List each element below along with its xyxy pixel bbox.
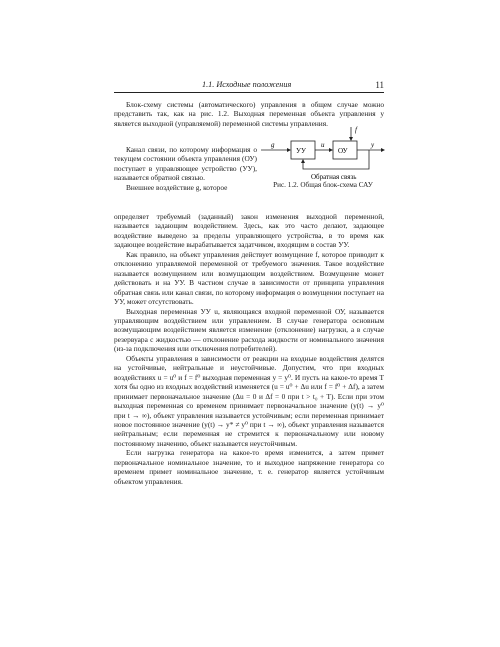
- paragraph-text: определяет требуемый (заданный) закон изменения выходной переменной, называется задающим воздействием. Здесь, как это часто делают, задающее воздействие выведено за пределы управляющего устройства, в то время как задающее воздействие вырабатывается задатчиком, входящим в состав УУ.: [114, 212, 384, 250]
- block-diagram: [259, 123, 387, 183]
- paragraph-text: Блок-схему системы (автоматического) управления в общем случае можно представить так, как на рис. 1.2. Выходная переменная объекта управления y является выходной (управляемой) переменной системы управления.: [114, 100, 384, 128]
- feedback-arrowhead: [301, 159, 305, 163]
- input-arrowhead: [287, 148, 291, 152]
- control-arrowhead: [329, 148, 333, 152]
- running-header: [114, 80, 384, 93]
- feedback-line: [303, 150, 369, 169]
- input-label: g: [271, 141, 275, 149]
- output-arrowhead: [381, 148, 385, 152]
- controller-label: УУ: [296, 147, 306, 155]
- paragraph-text: Внешнее воздействие g, которое: [126, 182, 228, 192]
- paragraph-feedback: [114, 145, 257, 192]
- paragraph-text: Канал связи, по которому информация о текущем состоянии объекта управления (ОУ) поступает в управляющее устройство (УУ), называется обратной связью.: [114, 145, 257, 183]
- figure-caption: Рис. 1.2. Общая блок-схема САУ: [273, 181, 373, 189]
- control-label: u: [321, 141, 325, 149]
- paragraph-text: Если нагрузка генератора на какое-то время изменится, а затем примет первоначальное номинальное значение, то и выходное напряжение генератора со временем примет номинальное значение, т. е. генератор является устойчивым объектом управления.: [114, 448, 384, 486]
- feedback-label: Обратная связь: [311, 173, 357, 181]
- paragraph-text: Объекты управления в зависимости от реакции на входные воздействия делятся на устойчивые, нейтральные и неустойчивые. Допустим, что при входных воздействиях u = u⁰ и f = f⁰ выходная переменная y = y⁰. И пусть на какое-то время T хотя бы одно из входных воздействий изменяется (u = u⁰ + Δu или f = f⁰ + Δf), а затем принимает первоначальное значение (Δu = 0 и Δf = 0 при t > t₀ + T). Если при этом выходная переменная со временем принимает первоначальное значение (y(t) → y⁰ при t → ∞), объект управления называется устойчивым; если переменная принимает новое постоянное значение (y(t) → y* ≠ y⁰ при t → ∞), объект управления называется нейтральным; если переменная не стремится к первоначальному или новому постоянному значению, объект называется неустойчивым.: [114, 353, 384, 448]
- disturbance-label: f: [355, 126, 357, 134]
- disturbance-arrowhead: [349, 137, 353, 141]
- main-body: [114, 212, 384, 486]
- page-number: 11: [375, 80, 384, 90]
- plant-label: ОУ: [338, 147, 348, 155]
- section-title: 1.1. Исходные положения: [202, 80, 292, 89]
- paragraph-text: Как правило, на объект управления действует возмущение f, которое приводит к отклонению управляемой переменной от требуемого значения. Такое воздействие называется возмущением или возмущающим воздействием. Возмущение может действовать и на УУ. В частном случае в зависимости от принципа управления обратная связь или канал связи, по которому информация о возмущении поступает на УУ, может отсутствовать.: [114, 249, 384, 307]
- paragraph-text: Выходная переменная УУ u, являющаяся входной переменной ОУ, называется управляющим воздействием или управлением. В случае генератора основным возмущающим воздействием является изменение (отклонение) нагрузки, а в случае резервуара с жидкостью — отклонение расхода жидкости от номинального значения (из-за подключения или отключения потребителей).: [114, 306, 384, 354]
- output-label: y: [371, 141, 375, 149]
